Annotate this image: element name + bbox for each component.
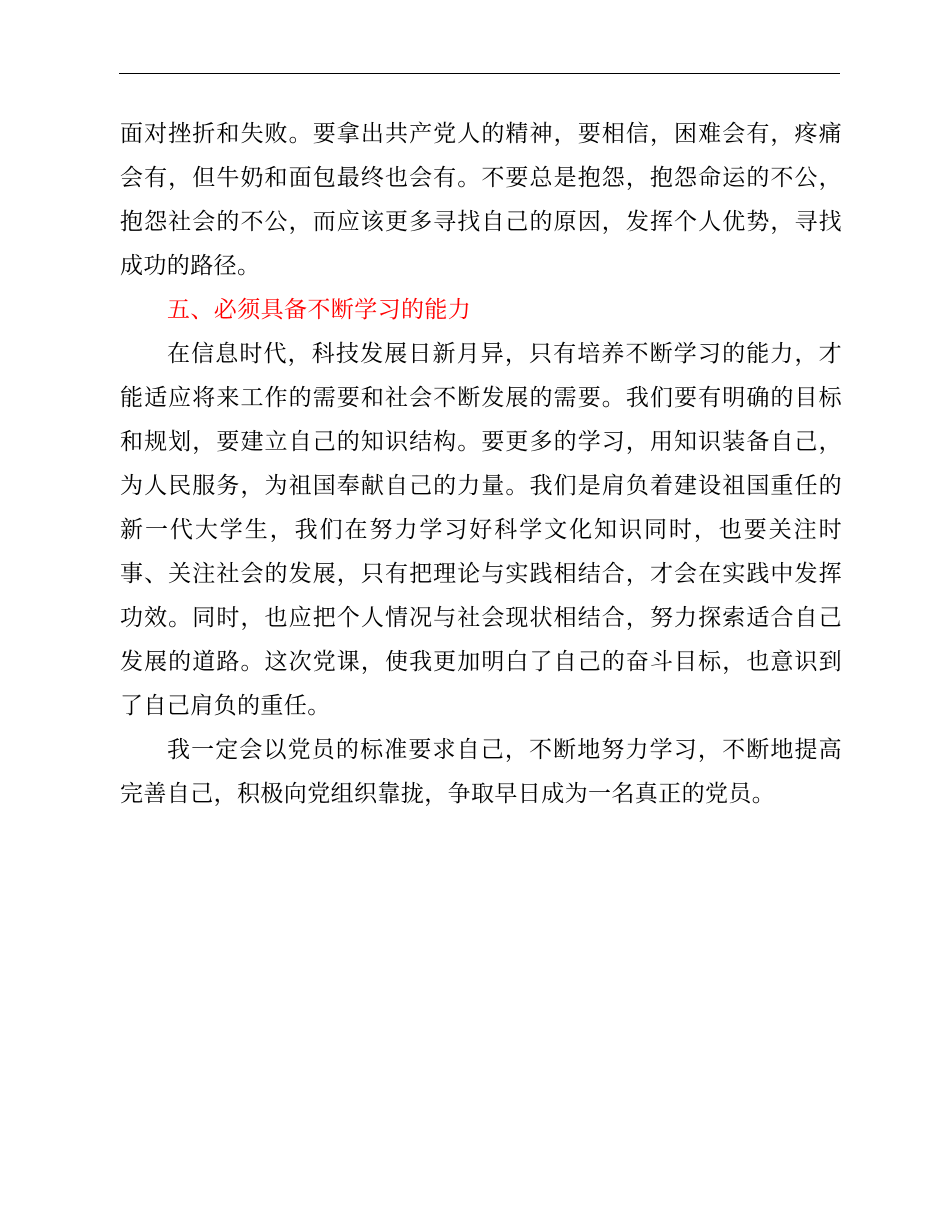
section-heading-5: 五、必须具备不断学习的能力	[167, 297, 472, 323]
document-body	[120, 112, 842, 816]
paragraph-continuation: 面对挫折和失败。要拿出共产党人的精神，要相信，困难会有，疼痛会有，但牛奶和面包最终也会有。不要总是抱怨，抱怨命运的不公，抱怨社会的不公，而应该更多寻找自己的原因，发挥个人优势，寻找成功的路径。	[120, 121, 842, 279]
paragraph-learning: 在信息时代，科技发展日新月异，只有培养不断学习的能力，才能适应将来工作的需要和社会不断发展的需要。我们要有明确的目标和规划，要建立自己的知识结构。要更多的学习，用知识装备自己，为人民服务，为祖国奉献自己的力量。我们是肩负着建设祖国重任的新一代大学生，我们在努力学习好科学文化知识同时，也要关注时事、关注社会的发展，只有把理论与实践相结合，才会在实践中发挥功效。同时，也应把个人情况与社会现状相结合，努力探索适合自己发展的道路。这次党课，使我更加明白了自己的奋斗目标，也意识到了自己肩负的重任。	[120, 341, 842, 719]
header-rule	[119, 73, 840, 74]
paragraph-conclusion: 我一定会以党员的标准要求自己，不断地努力学习，不断地提高完善自己，积极向党组织靠拢，争取早日成为一名真正的党员。	[120, 737, 842, 807]
